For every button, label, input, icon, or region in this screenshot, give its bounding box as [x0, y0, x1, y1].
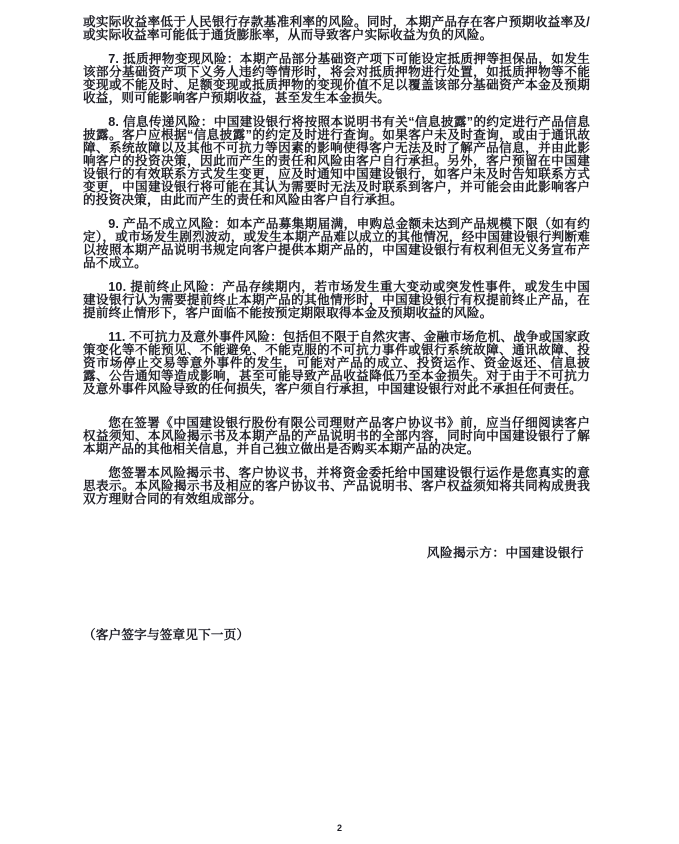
paragraph-risk-7: 7. 抵质押物变现风险：本期产品部分基础资产项下可能设定抵质押等担保品，如发生该部分基础资产项下义务人违约等情形时，将会对抵质押物进行处置，如抵质押物等不能变现或不能及时、足额变现或抵质押物的变现价值不足以覆盖该部分基础资产本金及预期收益，则可能影响客户预期收益，甚至发生本金损失。 — [83, 52, 590, 105]
risk-discloser-line: 风险揭示方：中国建设银行 — [426, 546, 584, 560]
paragraph-risk-8: 8. 信息传递风险：中国建设银行将按照本说明书有关“信息披露”的约定进行产品信息披露。客户应根据“信息披露”的约定及时进行查询。如果客户未及时查询，或由于通讯故障、系统故障以及其他不可抗力等因素的影响使得客户无法及时了解产品信息，并由此影响客户的投资决策，因此而产生的责任和风险由客户自行承担。另外，客户预留在中国建设银行的有效联系方式发生变更，应及时通知中国建设银行，如客户未及时告知联系方式变更，中国建设银行将可能在其认为需要时无法及时联系到客户，并可能会由此影响客户的投资决策，由此而产生的责任和风险由客户自行承担。 — [83, 115, 590, 207]
paragraph-notice-read: 您在签署《中国建设银行股份有限公司理财产品客户协议书》前，应当仔细阅读客户权益须知、本风险揭示书及本期产品的产品说明书的全部内容，同时向中国建设银行了解本期产品的其他相关信息，并自己独立做出是否购买本期产品的决定。 — [83, 416, 590, 456]
paragraph-risk-9: 9. 产品不成立风险：如本产品募集期届满，申购总金额未达到产品规模下限（如有约定），或市场发生剧烈波动，或发生本期产品难以成立的其他情况，经中国建设银行判断难以按照本期产品说明书规定向客户提供本期产品的，中国建设银行有权利但无义务宣布产品不成立。 — [83, 217, 590, 270]
paragraph-risk-11: 11. 不可抗力及意外事件风险：包括但不限于自然灾害、金融市场危机、战争或国家政策变化等不能预见、不能避免、不能克服的不可抗力事件或银行系统故障、通讯故障、投资市场停止交易等意外事件的发生，可能对产品的成立、投资运作、资金返还、信息披露、公告通知等造成影响，甚至可能导致产品收益降低乃至本金损失。对于由于不可抗力及意外事件风险导致的任何损失，客户须自行承担，中国建设银行对此不承担任何责任。 — [83, 330, 590, 396]
paragraph-risk-10: 10. 提前终止风险：产品存续期内，若市场发生重大变动或突发性事件，或发生中国建设银行认为需要提前终止本期产品的其他情形时，中国建设银行有权提前终止产品，在提前终止情形下，客户面临不能按预定期限取得本金及预期收益的风险。 — [83, 280, 590, 320]
document-content — [83, 16, 590, 642]
page-number: 2 — [336, 823, 342, 833]
paragraph-continuation: 或实际收益率低于人民银行存款基准利率的风险。同时，本期产品存在客户预期收益率及/或实际收益率可能低于通货膨胀率，从而导致客户实际收益为负的风险。 — [83, 15, 590, 42]
signature-note: （客户签字与签章见下一页） — [83, 628, 250, 642]
paragraph-notice-sign: 您签署本风险揭示书、客户协议书，并将资金委托给中国建设银行运作是您真实的意思表示。本风险揭示书及相应的客户协议书、产品说明书、客户权益须知将共同构成贵我双方理财合同的有效组成部分。 — [83, 466, 590, 506]
